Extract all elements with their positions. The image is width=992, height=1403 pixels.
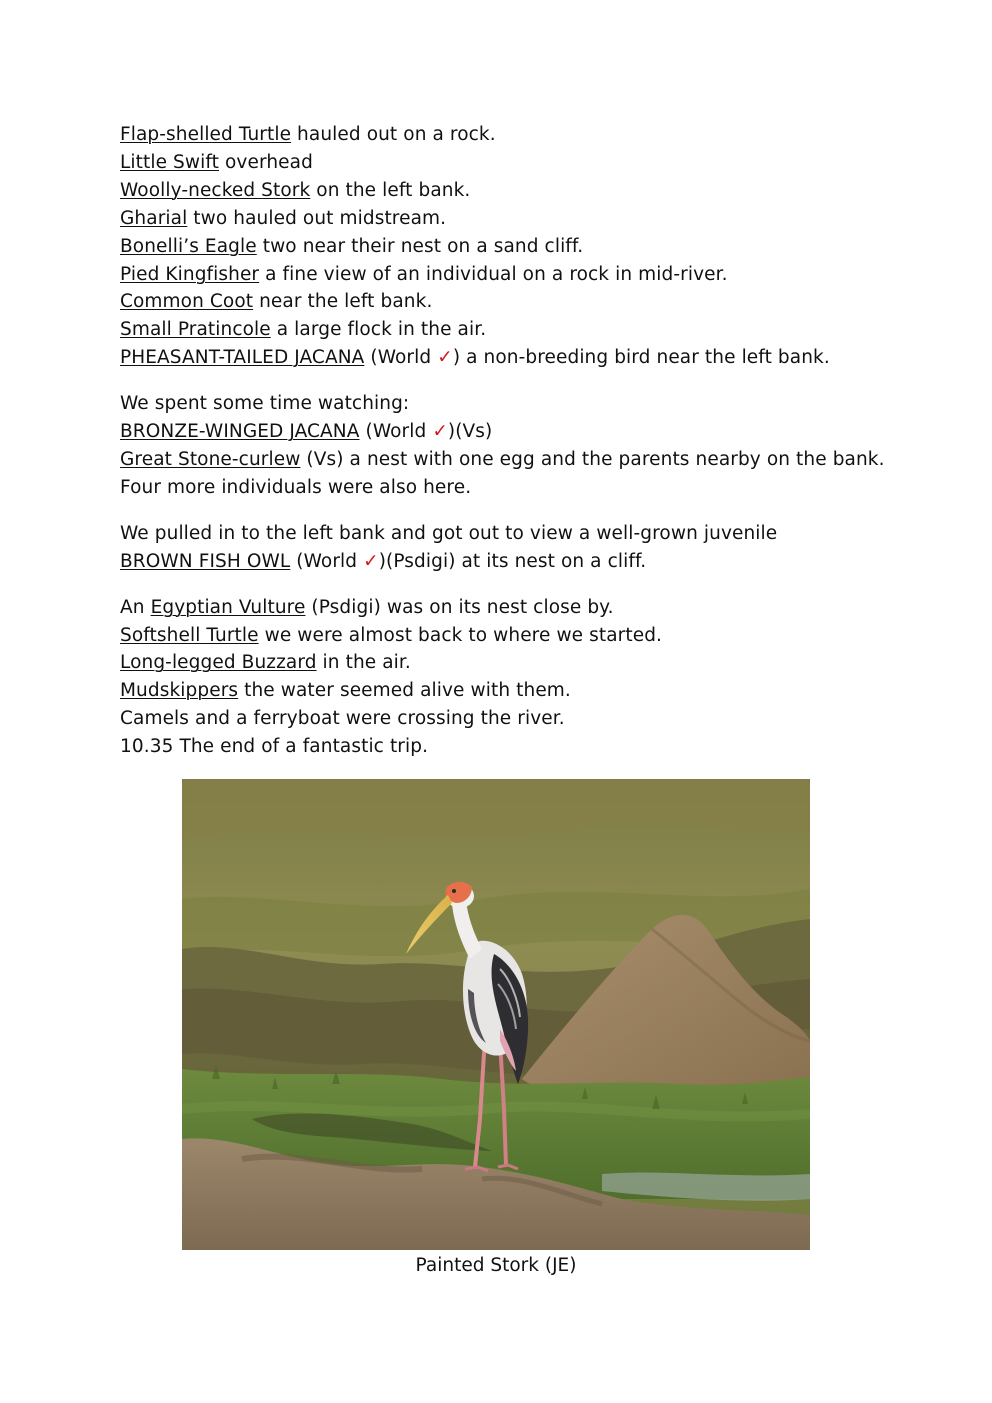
text-line: We pulled in to the left bank and got out to view a well-grown juvenile [120,522,778,544]
sighting-note: (Vs) a nest with one egg and the parents nearby on the bank. [300,448,885,470]
sighting-note: ) a non-breeding bird near the left bank. [452,347,830,369]
species-name: Softshell Turtle [120,624,259,646]
sighting-line [120,622,910,650]
species-name: Flap-shelled Turtle [120,124,292,145]
trip-report-text [120,121,910,761]
sighting-line [120,594,910,622]
sighting-line [120,288,910,316]
sighting-note: on the left bank. [310,179,471,201]
species-name: Common Coot [120,291,254,313]
sighting-line [120,205,910,233]
photo-caption: Painted Stork (JE) [415,1255,577,1276]
check-mark-icon: ✓ [432,421,448,443]
sighting-note: hauled out on a rock. [291,124,496,145]
sighting-line [120,344,910,372]
check-mark-icon: ✓ [437,347,453,369]
sighting-line [120,177,910,205]
sighting-line [120,548,910,576]
species-name: Long-legged Buzzard [120,652,317,674]
sighting-note: a fine view of an individual on a rock in mid-river. [259,263,728,285]
species-name: Little Swift [120,151,220,173]
species-name: BRONZE-WINGED JACANA [120,421,360,443]
sighting-line [120,446,910,474]
sighting-line [120,149,910,177]
text-line: We spent some time watching: [120,393,410,415]
sighting-note: two hauled out midstream. [187,207,447,229]
sighting-note: we were almost back to where we started. [258,624,663,646]
painted-stork-photo [182,779,810,1250]
sighting-note: overhead [219,151,313,173]
sighting-line [120,418,910,446]
species-name: Gharial [120,207,188,229]
sighting-note: )(Psdigi) at its nest on a cliff. [378,550,647,572]
sighting-note: (Psdigi) was on its nest close by. [305,596,614,618]
line-prefix: An [120,596,151,618]
sighting-note: near the left bank. [253,291,433,313]
world-prefix: (World [359,421,433,443]
world-prefix: (World [290,550,364,572]
check-mark-icon: ✓ [363,550,379,572]
world-prefix: (World [364,347,438,369]
species-name: PHEASANT-TAILED JACANA [120,347,365,369]
species-name: Egyptian Vulture [150,596,306,618]
text-line: 10.35 The end of a fantastic trip. [120,736,429,758]
sighting-note: the water seemed alive with them. [238,680,571,702]
sighting-note: in the air. [316,652,411,674]
text-line: Camels and a ferryboat were crossing the river. [120,708,565,730]
species-name: Great Stone-curlew [120,448,301,470]
text-line: Four more individuals were also here. [120,476,472,498]
sighting-note: two near their nest on a sand cliff. [256,235,584,257]
sighting-line [120,316,910,344]
sighting-line [120,649,910,677]
sighting-note: )(Vs) [447,421,493,443]
sighting-line [120,121,910,149]
sighting-line [120,261,910,289]
sighting-line [120,677,910,705]
species-name: Woolly-necked Stork [120,179,311,201]
sighting-line [120,233,910,261]
species-name: Pied Kingfisher [120,263,260,285]
sighting-note: a large flock in the air. [270,319,487,341]
species-name: Bonelli’s Eagle [120,235,257,257]
species-name: Mudskippers [120,680,239,702]
species-name: BROWN FISH OWL [120,550,291,572]
species-name: Small Pratincole [120,319,271,341]
